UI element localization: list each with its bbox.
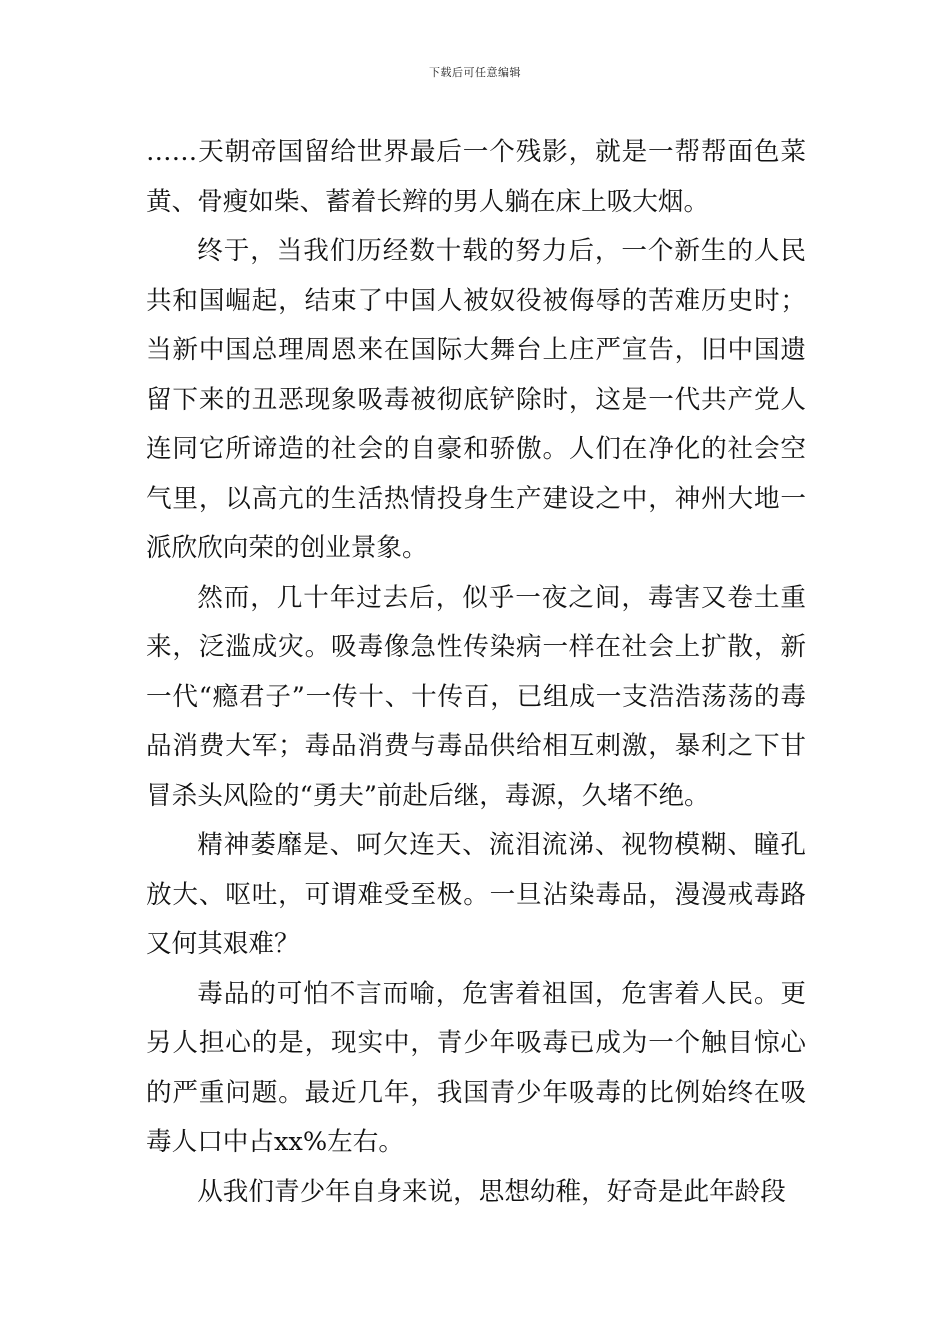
paragraph-6: 从我们青少年自身来说，思想幼稚，好奇是此年龄段 [197, 1176, 786, 1207]
paragraph-2: 终于，当我们历经数十载的努力后，一个新生的人民共和国崛起，结束了中国人被奴役被侮辱的苦难历史时；当新中国总理周恩来在国际大舞台上庄严宣告，旧中国遗留下来的丑恶现象吸毒被彻底铲除时，这是一代共产党人连同它所谛造的社会的自豪和骄傲。人们在净化的社会空气里，以高亢的生活热情投身生产建设之中，神州大地一派欣欣向荣的创业景象。 [146, 236, 806, 563]
paragraph-1: ……天朝帝国留给世界最后一个残影，就是一帮帮面色菜黄、骨瘦如柴、蓄着长辫的男人躺在床上吸大烟。 [146, 137, 806, 217]
document-body [146, 128, 806, 1217]
page-header: 下载后可任意编辑 [429, 66, 521, 79]
paragraph-4: 精神萎靡是、呵欠连天、流泪流涕、视物模糊、瞳孔放大、呕吐，可谓难受至极。一旦沾染毒品，漫漫戒毒路又何其艰难？ [146, 830, 806, 959]
paragraph-5: 毒品的可怕不言而喻，危害着祖国，危害着人民。更另人担心的是，现实中，青少年吸毒已成为一个触目惊心的严重问题。最近几年，我国青少年吸毒的比例始终在吸毒人口中占xx%左右。 [146, 978, 806, 1157]
paragraph-3: 然而，几十年过去后，似乎一夜之间，毒害又卷土重来，泛滥成灾。吸毒像急性传染病一样在社会上扩散，新一代“瘾君子”一传十、十传百，已组成一支浩浩荡荡的毒品消费大军；毒品消费与毒品供给相互刺激，暴利之下甘冒杀头风险的“勇夫”前赴后继，毒源，久堵不绝。 [146, 582, 806, 811]
